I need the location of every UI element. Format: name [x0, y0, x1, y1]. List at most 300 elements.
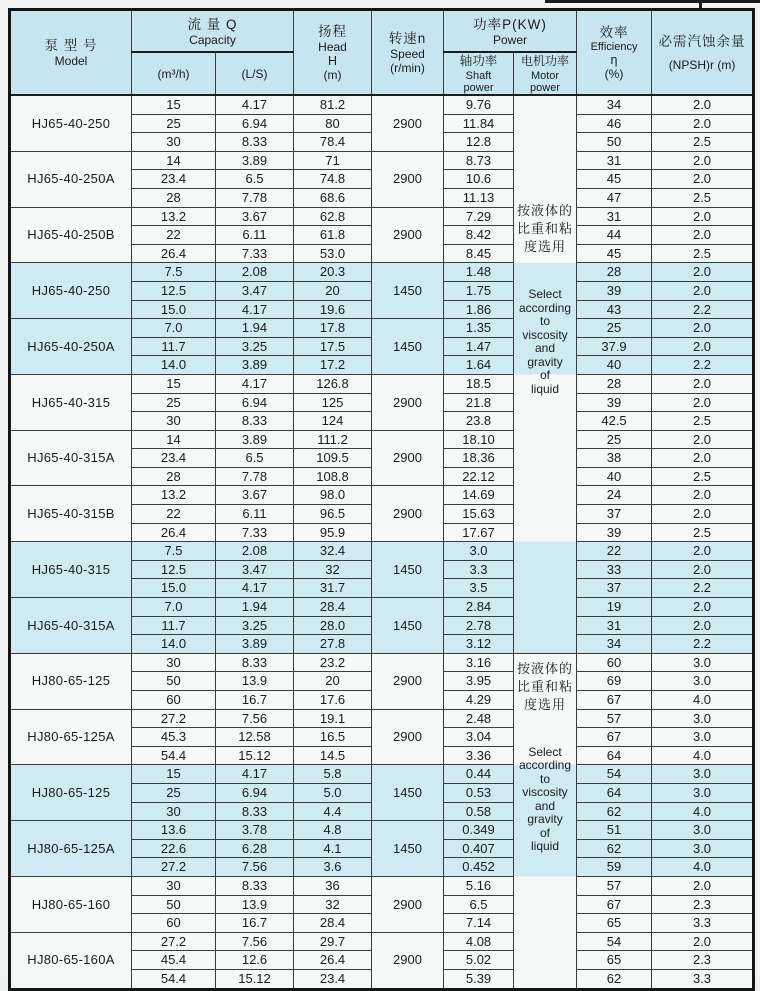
cell-shaft-power: 5.16 [444, 876, 514, 895]
header-capacity-zh: 流 量 Q [187, 16, 238, 32]
cell-flow-m3h: 11.7 [132, 337, 216, 356]
pump-spec-table [8, 8, 755, 991]
cell-shaft-power: 1.86 [444, 300, 514, 319]
cell-head: 16.5 [294, 728, 372, 747]
cell-npsh: 4.0 [652, 802, 754, 821]
cell-efficiency: 40 [577, 467, 652, 486]
cell-flow-ls: 8.33 [216, 876, 294, 895]
cell-flow-ls: 7.78 [216, 467, 294, 486]
cell-head: 19.1 [294, 709, 372, 728]
cell-head: 95.9 [294, 523, 372, 542]
cell-head: 81.2 [294, 95, 372, 114]
cell-shaft-power: 3.3 [444, 560, 514, 579]
cell-flow-m3h: 26.4 [132, 523, 216, 542]
cell-flow-ls: 8.33 [216, 412, 294, 431]
cell-flow-m3h: 30 [132, 133, 216, 152]
cell-shaft-power: 18.36 [444, 449, 514, 468]
cell-flow-m3h: 15 [132, 374, 216, 393]
cell-npsh: 2.0 [652, 207, 754, 226]
cell-npsh: 3.0 [652, 728, 754, 747]
header-motor-zh: 电机功率 [521, 54, 570, 68]
cell-shaft-power: 1.47 [444, 337, 514, 356]
motor-note-en-line: viscosity [522, 327, 568, 342]
cell-head: 17.6 [294, 691, 372, 710]
motor-note-en-line: according [519, 758, 572, 773]
cell-flow-m3h: 14 [132, 430, 216, 449]
cell-flow-ls: 3.67 [216, 486, 294, 505]
cell-npsh: 2.0 [652, 505, 754, 524]
cell-flow-ls: 1.94 [216, 598, 294, 617]
cell-npsh: 2.0 [652, 95, 754, 114]
cell-flow-m3h: 60 [132, 691, 216, 710]
cell-efficiency: 24 [577, 486, 652, 505]
motor-note-en-line: and [535, 798, 556, 813]
cell-flow-m3h: 15.0 [132, 300, 216, 319]
cell-flow-ls: 3.25 [216, 616, 294, 635]
cell-efficiency: 62 [577, 839, 652, 858]
cell-efficiency: 67 [577, 728, 652, 747]
header-shaft-zh: 轴功率 [459, 54, 498, 68]
scan-artifact-tick [699, 0, 702, 8]
table-row [10, 95, 754, 114]
cell-flow-ls: 1.94 [216, 319, 294, 338]
header-shaft-en2: power [463, 82, 494, 94]
cell-flow-m3h: 30 [132, 802, 216, 821]
header-head-zh: 扬程 [318, 24, 348, 39]
cell-flow-m3h: 30 [132, 653, 216, 672]
cell-head: 124 [294, 412, 372, 431]
cell-npsh: 2.3 [652, 895, 754, 914]
cell-shaft-power: 22.12 [444, 467, 514, 486]
cell-shaft-power: 0.407 [444, 839, 514, 858]
cell-flow-m3h: 25 [132, 114, 216, 133]
cell-flow-m3h: 23.4 [132, 170, 216, 189]
header-power-en: Power [493, 32, 528, 47]
cell-efficiency: 39 [577, 523, 652, 542]
cell-npsh: 3.0 [652, 839, 754, 858]
cell-head: 17.8 [294, 319, 372, 338]
table-row [10, 263, 754, 282]
table-row [10, 765, 754, 784]
cell-head: 62.8 [294, 207, 372, 226]
header-model-en: Model [54, 54, 88, 68]
cell-head: 20.3 [294, 263, 372, 282]
cell-flow-ls: 3.78 [216, 821, 294, 840]
cell-efficiency: 42.5 [577, 412, 652, 431]
cell-shaft-power: 7.14 [444, 914, 514, 933]
cell-npsh: 2.2 [652, 635, 754, 654]
cell-efficiency: 59 [577, 858, 652, 877]
table-row [10, 374, 754, 393]
header-capacity-m3h-label: (m³/h) [157, 66, 190, 81]
header-npsh-en: (NPSH)r (m) [668, 58, 736, 72]
cell-flow-m3h: 13.6 [132, 821, 216, 840]
header-speed-zh: 转速n [388, 31, 427, 46]
cell-head: 126.8 [294, 374, 372, 393]
cell-efficiency: 69 [577, 672, 652, 691]
motor-note-zh-line: 比重和粘 [517, 221, 574, 236]
cell-speed: 2900 [372, 932, 444, 989]
cell-shaft-power: 7.29 [444, 207, 514, 226]
header-efficiency-en: Efficiency [590, 41, 638, 53]
cell-speed: 2900 [372, 95, 444, 151]
cell-efficiency: 51 [577, 821, 652, 840]
cell-efficiency: 45 [577, 170, 652, 189]
cell-efficiency: 47 [577, 188, 652, 207]
cell-head: 98.0 [294, 486, 372, 505]
header-efficiency-zh: 效率 [599, 25, 629, 40]
cell-head: 20 [294, 672, 372, 691]
cell-flow-ls: 7.56 [216, 709, 294, 728]
cell-head: 32 [294, 895, 372, 914]
cell-flow-m3h: 14.0 [132, 356, 216, 375]
cell-efficiency: 37.9 [577, 337, 652, 356]
table-row [10, 653, 754, 672]
cell-npsh: 3.0 [652, 821, 754, 840]
cell-efficiency: 67 [577, 895, 652, 914]
cell-model: HJ65-40-250 [10, 263, 132, 319]
cell-npsh: 2.0 [652, 114, 754, 133]
cell-speed: 2900 [372, 207, 444, 263]
header-motor-power [514, 52, 577, 95]
motor-note-en-line: Select [528, 744, 562, 759]
cell-efficiency: 31 [577, 207, 652, 226]
cell-flow-m3h: 12.5 [132, 281, 216, 300]
cell-model: HJ80-65-125 [10, 653, 132, 709]
cell-flow-m3h: 12.5 [132, 560, 216, 579]
cell-efficiency: 57 [577, 709, 652, 728]
header-speed [372, 10, 444, 96]
cell-npsh: 2.2 [652, 356, 754, 375]
motor-note-en-line: liquid [531, 381, 560, 396]
cell-head: 80 [294, 114, 372, 133]
cell-shaft-power: 18.10 [444, 430, 514, 449]
cell-flow-ls: 6.11 [216, 505, 294, 524]
cell-shaft-power: 3.0 [444, 542, 514, 561]
motor-note-en-line: liquid [531, 839, 560, 854]
cell-head: 17.5 [294, 337, 372, 356]
cell-flow-ls: 15.12 [216, 746, 294, 765]
table-row [10, 207, 754, 226]
header-head-unit: (m) [323, 68, 342, 82]
cell-efficiency: 43 [577, 300, 652, 319]
cell-npsh: 2.0 [652, 374, 754, 393]
cell-efficiency: 31 [577, 616, 652, 635]
cell-efficiency: 57 [577, 876, 652, 895]
cell-model: HJ80-65-160 [10, 876, 132, 932]
header-head-en: Head [318, 40, 347, 54]
cell-efficiency: 44 [577, 226, 652, 245]
cell-efficiency: 28 [577, 263, 652, 282]
cell-flow-ls: 12.58 [216, 728, 294, 747]
header-capacity-ls-label: (L/S) [241, 66, 268, 81]
cell-flow-m3h: 15.0 [132, 579, 216, 598]
cell-flow-m3h: 25 [132, 393, 216, 412]
cell-speed: 1450 [372, 319, 444, 375]
cell-efficiency: 40 [577, 356, 652, 375]
cell-flow-m3h: 25 [132, 783, 216, 802]
cell-head: 78.4 [294, 133, 372, 152]
cell-shaft-power: 3.12 [444, 635, 514, 654]
cell-npsh: 2.2 [652, 300, 754, 319]
cell-efficiency: 34 [577, 95, 652, 114]
cell-npsh: 2.0 [652, 560, 754, 579]
cell-flow-m3h: 14 [132, 151, 216, 170]
cell-head: 31.7 [294, 579, 372, 598]
cell-head: 28.4 [294, 598, 372, 617]
cell-npsh: 2.0 [652, 263, 754, 282]
header-motor-en1: Motor [530, 70, 560, 82]
cell-npsh: 2.5 [652, 412, 754, 431]
motor-note-zh-line: 比重和粘 [517, 678, 574, 694]
cell-flow-m3h: 15 [132, 765, 216, 784]
cell-shaft-power: 8.73 [444, 151, 514, 170]
cell-flow-m3h: 50 [132, 895, 216, 914]
table-row [10, 932, 754, 951]
cell-shaft-power: 2.78 [444, 616, 514, 635]
cell-flow-ls: 15.12 [216, 969, 294, 989]
cell-speed: 2900 [372, 486, 444, 542]
cell-flow-ls: 7.56 [216, 932, 294, 951]
motor-note-zh-line: 度选用 [524, 696, 567, 712]
cell-npsh: 3.3 [652, 969, 754, 989]
table-row [10, 430, 754, 449]
cell-head: 32 [294, 560, 372, 579]
cell-flow-m3h: 23.4 [132, 449, 216, 468]
cell-npsh: 2.0 [652, 281, 754, 300]
cell-flow-m3h: 7.5 [132, 542, 216, 561]
cell-head: 108.8 [294, 467, 372, 486]
cell-flow-ls: 7.56 [216, 858, 294, 877]
cell-npsh: 2.0 [652, 337, 754, 356]
cell-flow-ls: 8.33 [216, 802, 294, 821]
cell-speed: 2900 [372, 653, 444, 709]
cell-npsh: 2.0 [652, 598, 754, 617]
cell-shaft-power: 1.35 [444, 319, 514, 338]
cell-shaft-power: 14.69 [444, 486, 514, 505]
cell-flow-ls: 6.94 [216, 114, 294, 133]
cell-flow-ls: 6.5 [216, 449, 294, 468]
motor-note-en [514, 746, 576, 854]
cell-npsh: 2.0 [652, 151, 754, 170]
cell-efficiency: 65 [577, 951, 652, 970]
cell-flow-ls: 7.33 [216, 523, 294, 542]
header-capacity-en: Capacity [189, 32, 236, 47]
cell-efficiency: 28 [577, 374, 652, 393]
cell-flow-m3h: 14.0 [132, 635, 216, 654]
cell-speed: 2900 [372, 151, 444, 207]
cell-flow-m3h: 13.2 [132, 207, 216, 226]
cell-shaft-power: 1.75 [444, 281, 514, 300]
cell-shaft-power: 1.64 [444, 356, 514, 375]
cell-flow-ls: 6.28 [216, 839, 294, 858]
cell-efficiency: 39 [577, 393, 652, 412]
cell-flow-m3h: 30 [132, 412, 216, 431]
scan-artifact-line [545, 0, 760, 3]
cell-flow-m3h: 26.4 [132, 244, 216, 263]
cell-head: 28.0 [294, 616, 372, 635]
cell-efficiency: 64 [577, 783, 652, 802]
cell-npsh: 2.0 [652, 430, 754, 449]
cell-shaft-power: 0.349 [444, 821, 514, 840]
table-row [10, 709, 754, 728]
cell-flow-m3h: 27.2 [132, 858, 216, 877]
motor-note-zh [514, 202, 576, 256]
cell-model: HJ80-65-125 [10, 765, 132, 821]
cell-head: 23.2 [294, 653, 372, 672]
cell-flow-ls: 3.89 [216, 356, 294, 375]
cell-flow-ls: 13.9 [216, 672, 294, 691]
cell-npsh: 2.3 [652, 951, 754, 970]
cell-flow-ls: 4.17 [216, 765, 294, 784]
motor-note-en-line: and [535, 341, 556, 355]
cell-head: 36 [294, 876, 372, 895]
cell-shaft-power: 21.8 [444, 393, 514, 412]
cell-head: 23.4 [294, 969, 372, 989]
cell-efficiency: 62 [577, 969, 652, 989]
cell-head: 5.0 [294, 783, 372, 802]
header-speed-unit: (r/min) [390, 61, 425, 75]
cell-flow-ls: 3.89 [216, 430, 294, 449]
cell-shaft-power: 6.5 [444, 895, 514, 914]
cell-flow-ls: 4.17 [216, 300, 294, 319]
cell-flow-m3h: 22 [132, 226, 216, 245]
cell-head: 20 [294, 281, 372, 300]
header-motor-en2: power [530, 82, 560, 94]
cell-flow-m3h: 60 [132, 914, 216, 933]
cell-npsh: 2.0 [652, 393, 754, 412]
cell-model: HJ65-40-250B [10, 207, 132, 263]
cell-shaft-power: 9.76 [444, 95, 514, 114]
cell-head: 96.5 [294, 505, 372, 524]
motor-note-en-line: to [540, 314, 551, 328]
cell-flow-ls: 2.08 [216, 263, 294, 282]
cell-head: 28.4 [294, 914, 372, 933]
cell-flow-ls: 13.9 [216, 895, 294, 914]
cell-flow-m3h: 7.0 [132, 598, 216, 617]
header-shaft-en1: Shaft [465, 70, 492, 82]
cell-npsh: 3.0 [652, 765, 754, 784]
cell-efficiency: 64 [577, 746, 652, 765]
cell-model: HJ65-40-315A [10, 430, 132, 486]
cell-shaft-power: 8.45 [444, 244, 514, 263]
cell-flow-ls: 4.17 [216, 95, 294, 114]
cell-efficiency: 62 [577, 802, 652, 821]
cell-flow-ls: 7.33 [216, 244, 294, 263]
cell-npsh: 3.0 [652, 783, 754, 802]
header-model-zh: 泵 型 号 [44, 38, 98, 53]
cell-flow-m3h: 22.6 [132, 839, 216, 858]
cell-head: 53.0 [294, 244, 372, 263]
header-model [10, 10, 132, 96]
cell-flow-ls: 8.33 [216, 133, 294, 152]
motor-note-en-line: gravity [527, 812, 563, 827]
cell-motor-power-note [514, 95, 577, 653]
cell-flow-m3h: 54.4 [132, 969, 216, 989]
cell-efficiency: 50 [577, 133, 652, 152]
cell-flow-m3h: 28 [132, 467, 216, 486]
cell-head: 27.8 [294, 635, 372, 654]
cell-npsh: 4.0 [652, 746, 754, 765]
motor-note-en-line: gravity [527, 354, 563, 369]
cell-shaft-power: 5.02 [444, 951, 514, 970]
cell-speed: 2900 [372, 430, 444, 486]
cell-shaft-power: 11.13 [444, 188, 514, 207]
cell-flow-ls: 6.5 [216, 170, 294, 189]
header-shaft-power [444, 52, 514, 95]
cell-speed: 1450 [372, 263, 444, 319]
cell-npsh: 2.0 [652, 542, 754, 561]
motor-note-en [514, 288, 576, 396]
cell-npsh: 2.5 [652, 523, 754, 542]
cell-efficiency: 60 [577, 653, 652, 672]
cell-model: HJ65-40-250A [10, 319, 132, 375]
cell-flow-ls: 3.47 [216, 281, 294, 300]
cell-efficiency: 25 [577, 430, 652, 449]
header-capacity [132, 10, 294, 53]
cell-shaft-power: 17.67 [444, 523, 514, 542]
motor-note-en-line: of [540, 825, 551, 840]
cell-head: 19.6 [294, 300, 372, 319]
cell-flow-m3h: 28 [132, 188, 216, 207]
cell-model: HJ65-40-315 [10, 374, 132, 430]
cell-head: 26.4 [294, 951, 372, 970]
cell-flow-ls: 6.94 [216, 783, 294, 802]
cell-shaft-power: 3.04 [444, 728, 514, 747]
cell-shaft-power: 8.42 [444, 226, 514, 245]
cell-head: 71 [294, 151, 372, 170]
header-npsh [652, 10, 754, 96]
header-npsh-zh: 必需汽蚀余量 [658, 34, 746, 49]
cell-flow-m3h: 22 [132, 505, 216, 524]
cell-model: HJ65-40-315A [10, 598, 132, 654]
cell-model: HJ80-65-125A [10, 821, 132, 877]
cell-shaft-power: 0.53 [444, 783, 514, 802]
cell-shaft-power: 3.5 [444, 579, 514, 598]
cell-speed: 2900 [372, 374, 444, 430]
cell-model: HJ65-40-315 [10, 542, 132, 598]
cell-npsh: 2.5 [652, 133, 754, 152]
cell-flow-m3h: 27.2 [132, 932, 216, 951]
cell-efficiency: 31 [577, 151, 652, 170]
cell-efficiency: 25 [577, 319, 652, 338]
cell-head: 17.2 [294, 356, 372, 375]
header-power-zh: 功率P(KW) [473, 16, 547, 32]
cell-head: 32.4 [294, 542, 372, 561]
cell-npsh: 4.0 [652, 691, 754, 710]
cell-model: HJ80-65-125A [10, 709, 132, 765]
table-row [10, 319, 754, 338]
cell-npsh: 2.0 [652, 170, 754, 189]
cell-head: 5.8 [294, 765, 372, 784]
cell-model: HJ65-40-315B [10, 486, 132, 542]
motor-note-zh-line: 按液体的 [517, 660, 574, 676]
cell-speed: 1450 [372, 598, 444, 654]
motor-note-en-line: viscosity [522, 785, 568, 800]
cell-efficiency: 54 [577, 932, 652, 951]
cell-flow-m3h: 7.5 [132, 263, 216, 282]
cell-npsh: 2.0 [652, 449, 754, 468]
cell-npsh: 3.0 [652, 709, 754, 728]
cell-model: HJ65-40-250 [10, 95, 132, 151]
motor-note-zh-line: 度选用 [524, 239, 567, 254]
motor-note-en-line: Select [528, 287, 562, 301]
cell-npsh: 2.0 [652, 932, 754, 951]
cell-npsh: 2.5 [652, 467, 754, 486]
cell-npsh: 2.0 [652, 616, 754, 635]
cell-flow-ls: 6.11 [216, 226, 294, 245]
cell-speed: 1450 [372, 542, 444, 598]
